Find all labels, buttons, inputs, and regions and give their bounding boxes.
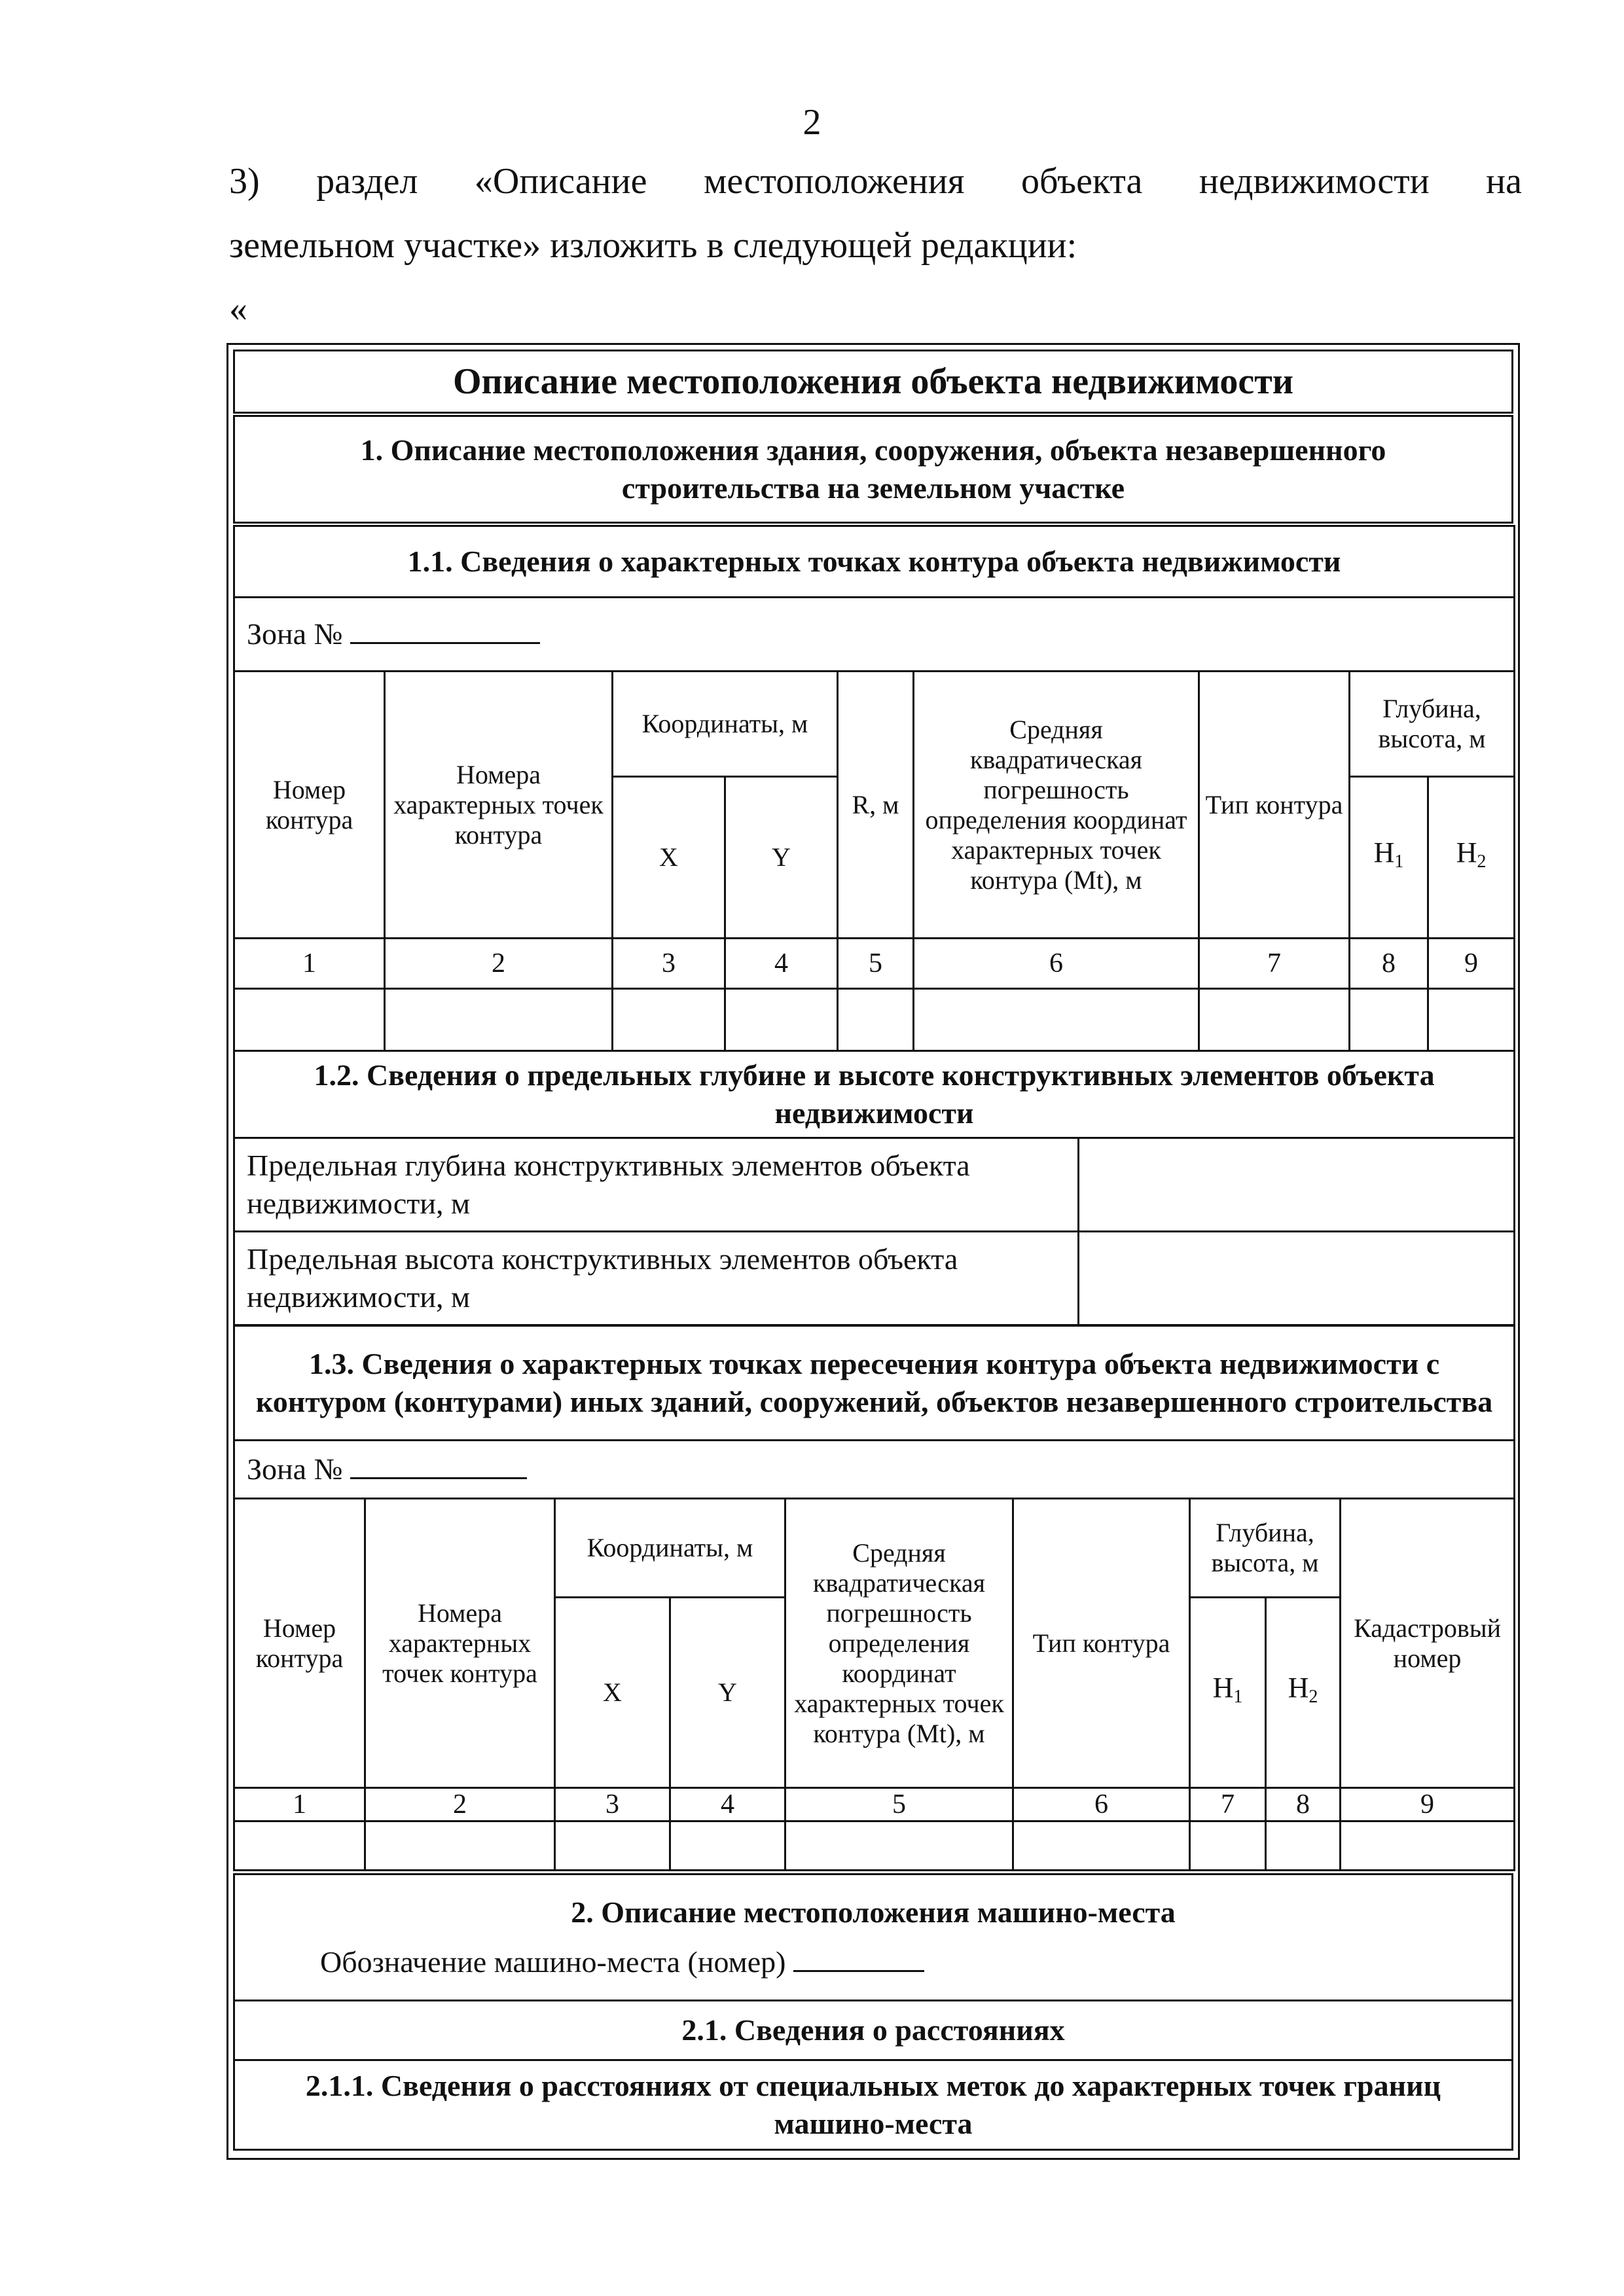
t1-num: 3 xyxy=(613,939,725,989)
section-1-heading: 1. Описание местоположения здания, сооружения, объекта незавершенного строительства на земельном участке xyxy=(234,416,1513,523)
limits-table xyxy=(233,1052,1515,1326)
zone-number-field[interactable] xyxy=(350,616,540,644)
t2-empty-cell[interactable] xyxy=(555,1821,670,1871)
section-1-1-block xyxy=(233,525,1513,1326)
t2-num: 6 xyxy=(1013,1788,1190,1821)
t2-num: 7 xyxy=(1190,1788,1266,1821)
intro-line-1: 3) раздел «Описание местоположения объекта недвижимости на xyxy=(229,161,1522,202)
parking-designation-row xyxy=(235,1943,1511,1981)
t1-num: 5 xyxy=(838,939,914,989)
t2-empty-cell[interactable] xyxy=(670,1821,785,1871)
section-2-1-heading: 2.1. Сведения о расстояниях xyxy=(234,2001,1513,2060)
t1-num: 8 xyxy=(1350,939,1428,989)
section-2-block xyxy=(233,1873,1513,2151)
t1-num: 9 xyxy=(1428,939,1515,989)
t1-col-koordinaty: Координаты, м xyxy=(613,672,838,777)
t2-num: 2 xyxy=(365,1788,555,1821)
t2-num: 8 xyxy=(1266,1788,1341,1821)
t2-empty-cell[interactable] xyxy=(1341,1821,1515,1871)
t1-empty-cell[interactable] xyxy=(234,989,385,1051)
t2-num: 1 xyxy=(234,1788,365,1821)
t1-num: 1 xyxy=(234,939,385,989)
height-value[interactable] xyxy=(1079,1232,1515,1325)
t1-num: 7 xyxy=(1199,939,1350,989)
height-label: Предельная высота конструктивных элементов объекта недвижимости, м xyxy=(234,1232,1079,1325)
t1-empty-cell[interactable] xyxy=(914,989,1199,1051)
t1-col-pogreshnost: Средняя квадратическая погрешность определения координат характерных точек контура (Mt), м xyxy=(914,672,1199,939)
parking-number-field[interactable] xyxy=(793,1944,924,1972)
t1-col-h2: $H_2$ xyxy=(1428,777,1515,939)
t1-num: 4 xyxy=(725,939,838,989)
t2-col-kadastr: Кадастровый номер xyxy=(1341,1499,1515,1788)
t1-num: 6 xyxy=(914,939,1199,989)
t2-num: 4 xyxy=(670,1788,785,1821)
t1-empty-cell[interactable] xyxy=(613,989,725,1051)
t1-col-h1: $H_1$ xyxy=(1350,777,1428,939)
zone-label: Зона № xyxy=(247,617,343,651)
zone-number-field-2[interactable] xyxy=(350,1451,527,1479)
t1-col-nomera-tochek: Номера характерных точек контура xyxy=(385,672,613,939)
t2-col-h2: $H_2$ xyxy=(1266,1598,1341,1788)
intersection-table xyxy=(233,1325,1515,1871)
t2-empty-cell[interactable] xyxy=(1266,1821,1341,1871)
section-2-cell xyxy=(234,1874,1513,2001)
t1-col-tip: Тип контура xyxy=(1199,672,1350,939)
t1-col-y: Y xyxy=(725,777,838,939)
parking-designation-label: Обозначение машино-места (номер) xyxy=(320,1945,786,1979)
t1-empty-cell[interactable] xyxy=(725,989,838,1051)
section-1-2-heading: 1.2. Сведения о предельных глубине и высоте конструктивных элементов объекта недвижимости xyxy=(234,1052,1515,1138)
t1-empty-cell[interactable] xyxy=(1350,989,1428,1051)
zone-row xyxy=(234,598,1515,672)
t1-empty-cell[interactable] xyxy=(1199,989,1350,1051)
t2-num: 9 xyxy=(1341,1788,1515,1821)
t2-col-y: Y xyxy=(670,1598,785,1788)
t2-empty-cell[interactable] xyxy=(1190,1821,1266,1871)
section-1-1-heading: 1.1. Сведения о характерных точках контура объекта недвижимости xyxy=(234,526,1515,598)
t2-col-glubina: Глубина, высота, м xyxy=(1190,1499,1341,1598)
open-quote: « xyxy=(229,289,247,329)
page-number: 2 xyxy=(803,102,821,143)
depth-value[interactable] xyxy=(1079,1138,1515,1232)
t2-empty-cell[interactable] xyxy=(785,1821,1013,1871)
t2-col-h1: $H_1$ xyxy=(1190,1598,1266,1788)
t1-col-x: X xyxy=(613,777,725,939)
t2-col-nomer-kontura: Номер контура xyxy=(234,1499,365,1788)
t2-col-tip: Тип контура xyxy=(1013,1499,1190,1788)
section-1-3-heading: 1.3. Сведения о характерных точках пересечения контура объекта недвижимости с контуром (контурами) иных зданий, сооружений, объектов незавершенного строительства xyxy=(234,1326,1515,1441)
t1-col-r: R, м xyxy=(838,672,914,939)
zone-label-2: Зона № xyxy=(247,1452,343,1486)
t2-num: 3 xyxy=(555,1788,670,1821)
t2-empty-cell[interactable] xyxy=(365,1821,555,1871)
t2-col-x: X xyxy=(555,1598,670,1788)
t1-empty-cell[interactable] xyxy=(385,989,613,1051)
section-2-heading: 2. Описание местоположения машино-места xyxy=(571,1895,1176,1929)
t2-col-pogreshnost: Средняя квадратическая погрешность определения координат характерных точек контура (Mt), м xyxy=(785,1499,1013,1788)
contour-points-table xyxy=(233,525,1515,1052)
parking-table xyxy=(233,1873,1513,2151)
section-1-3-block xyxy=(233,1325,1513,1871)
t2-empty-cell[interactable] xyxy=(1013,1821,1190,1871)
t2-col-nomera-tochek: Номера характерных точек контура xyxy=(365,1499,555,1788)
title-block xyxy=(233,350,1513,414)
zone-row-2 xyxy=(234,1441,1515,1499)
intro-line-2: земельном участке» изложить в следующей редакции: xyxy=(229,225,1077,266)
t1-col-glubina: Глубина, высота, м xyxy=(1350,672,1515,777)
t1-empty-cell[interactable] xyxy=(1428,989,1515,1051)
depth-label: Предельная глубина конструктивных элементов объекта недвижимости, м xyxy=(234,1138,1079,1232)
t2-num: 5 xyxy=(785,1788,1013,1821)
section-2-1-1-heading: 2.1.1. Сведения о расстояниях от специальных меток до характерных точек границ машино-места xyxy=(234,2060,1513,2150)
doc-title: Описание местоположения объекта недвижимости xyxy=(234,351,1513,413)
t1-col-nomer-kontura: Номер контура xyxy=(234,672,385,939)
section-1-block xyxy=(233,415,1513,524)
t1-num: 2 xyxy=(385,939,613,989)
t2-empty-cell[interactable] xyxy=(234,1821,365,1871)
t2-col-koordinaty: Координаты, м xyxy=(555,1499,785,1598)
t1-empty-cell[interactable] xyxy=(838,989,914,1051)
